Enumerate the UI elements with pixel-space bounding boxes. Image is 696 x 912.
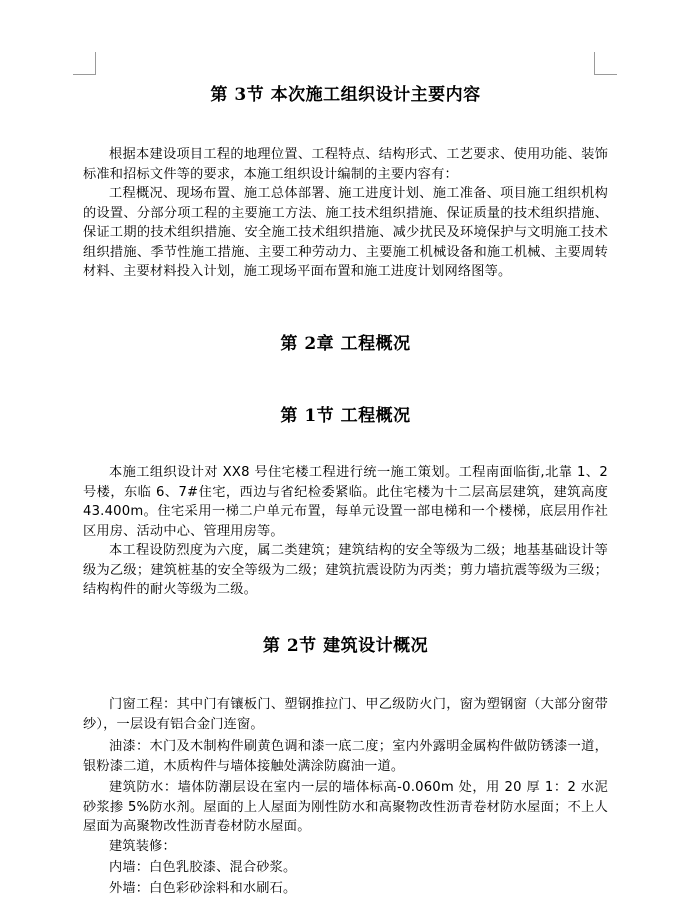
section-2-paragraph-interior-wall: 内墙：白色乳胶漆、混合砂浆。 [109,860,297,875]
section-3-paragraph-2: 工程概况、现场布置、施工总体部署、施工进度计划、施工准备、项目施工组织机构的设置、分部分项工程的主要施工方法、施工技术组织措施、保证质量的技术组织措施、保证工期的技术组织措施、安全施工技术组织措施、减少扰民及环境保护与文明施工技术组织措施、季节性施工措施、主要工种劳动力、主要施工机械设备和施工机械、主要周转材料、主要材料投入计划，施工现场平面布置和施工进度计划网络图等。 [83,186,608,279]
crop-mark-top-right [594,52,617,75]
section-2-paragraph-paint: 油漆：木门及木制构件刷黄色调和漆一底二度；室内外露明金属构件做防锈漆一道，银粉漆二道，木质构件与墙体接触处满涂防腐油一道。 [83,739,608,774]
section-1-paragraph-1: 本施工组织设计对 XX8 号住宅楼工程进行统一施工策划。工程南面临街,北靠 1、2号楼，东临 6、7#住宅，西边与省纪检委紧临。此住宅楼为十二层高层建筑，建筑高度 43.400m。住宅采用一梯二户单元布置，每单元设置一部电梯和一个楼梯，底层用作社区用房、活动中心、管理用房等。 [83,465,608,539]
section-3-heading: 第 3节 本次施工组织设计主要内容 [210,85,481,105]
crop-mark-top-left [73,52,96,75]
section-1-paragraph-2: 本工程设防烈度为六度，属二类建筑；建筑结构的安全等级为二级；地基基础设计等级为乙级；建筑桩基的安全等级为二级；建筑抗震设防为丙类；剪力墙抗震等级为三级；结构构件的耐火等级为二级。 [83,543,608,597]
section-2-paragraph-exterior-wall: 外墙：白色彩砂涂料和水刷石。 [109,881,297,896]
section-1-heading: 第 1节 工程概况 [280,406,411,426]
section-2-heading: 第 2节 建筑设计概况 [262,636,429,656]
section-2-paragraph-doors-windows: 门窗工程：其中门有镶板门、塑钢推拉门、甲乙级防火门，窗为塑钢窗（大部分窗带纱），一层设有铝合金门连窗。 [83,697,608,732]
chapter-2-heading: 第 2章 工程概况 [280,334,411,354]
section-2-paragraph-waterproofing: 建筑防水：墙体防潮层设在室内一层的墙体标高-0.060m 处，用 20 厚 1：2 水泥砂浆掺 5%防水剂。屋面的上人屋面为刚性防水和高聚物改性沥青卷材防水屋面；不上人屋面为高聚物改性沥青卷材防水屋面。 [83,780,608,834]
section-3-paragraph-1: 根据本建设项目工程的地理位置、工程特点、结构形式、工艺要求、使用功能、装饰标准和招标文件等的要求，本施工组织设计编制的主要内容有： [83,147,608,182]
section-2-paragraph-decoration: 建筑装修： [109,839,176,854]
